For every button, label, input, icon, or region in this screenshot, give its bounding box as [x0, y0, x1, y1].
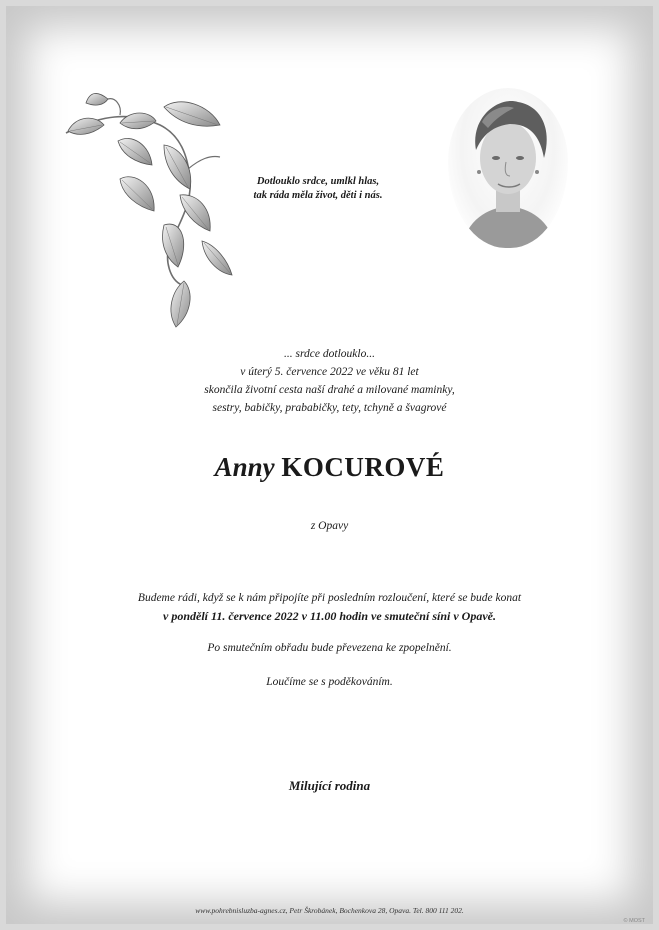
origin: z Opavy: [310, 520, 349, 532]
motto-line: Dotlouklo srdce, umlkl hlas,: [256, 176, 380, 187]
funeral-date-place: v pondělí 11. července 2022 v 11.00 hodin ve smuteční síni v Opavě.: [163, 609, 496, 623]
motto: [228, 175, 408, 203]
announcement-intro: [0, 345, 659, 417]
intro-line: ... srdce dotlouklo...: [284, 348, 375, 360]
intro-line: v úterý 5. července 2022 ve věku 81 let: [240, 366, 419, 378]
portrait-illustration: [448, 88, 568, 248]
watermark: © MOST: [623, 918, 645, 924]
intro-line: skončila životní cesta naší drahé a milované maminky,: [204, 384, 455, 396]
funeral-service-footer: www.pohrebnisluzba-agnes.cz, Petr Škrobánek, Bochenkova 28, Opava. Tel. 800 111 202.: [195, 906, 464, 915]
family-signature: Milující rodina: [288, 778, 371, 793]
funeral-invitation: Budeme rádi, když se k nám připojíte při posledním rozloučení, které se bude konat: [137, 592, 522, 604]
intro-line: sestry, babičky, prababičky, tety, tchyně a švagrové: [212, 402, 447, 414]
portrait-photo: [448, 88, 568, 248]
first-name: Anny: [214, 452, 275, 482]
motto-line: tak ráda měla život, děti i nás.: [253, 190, 383, 201]
surname: KOCUROVÉ: [281, 452, 445, 482]
deceased-name: [0, 452, 659, 483]
cremation-note: Po smutečním obřadu bude převezena ke zpopelnění.: [207, 642, 452, 654]
farewell-note: Loučíme se s poděkováním.: [266, 676, 393, 688]
leaf-branch-illustration: [60, 85, 245, 335]
funeral-details: [0, 589, 659, 625]
